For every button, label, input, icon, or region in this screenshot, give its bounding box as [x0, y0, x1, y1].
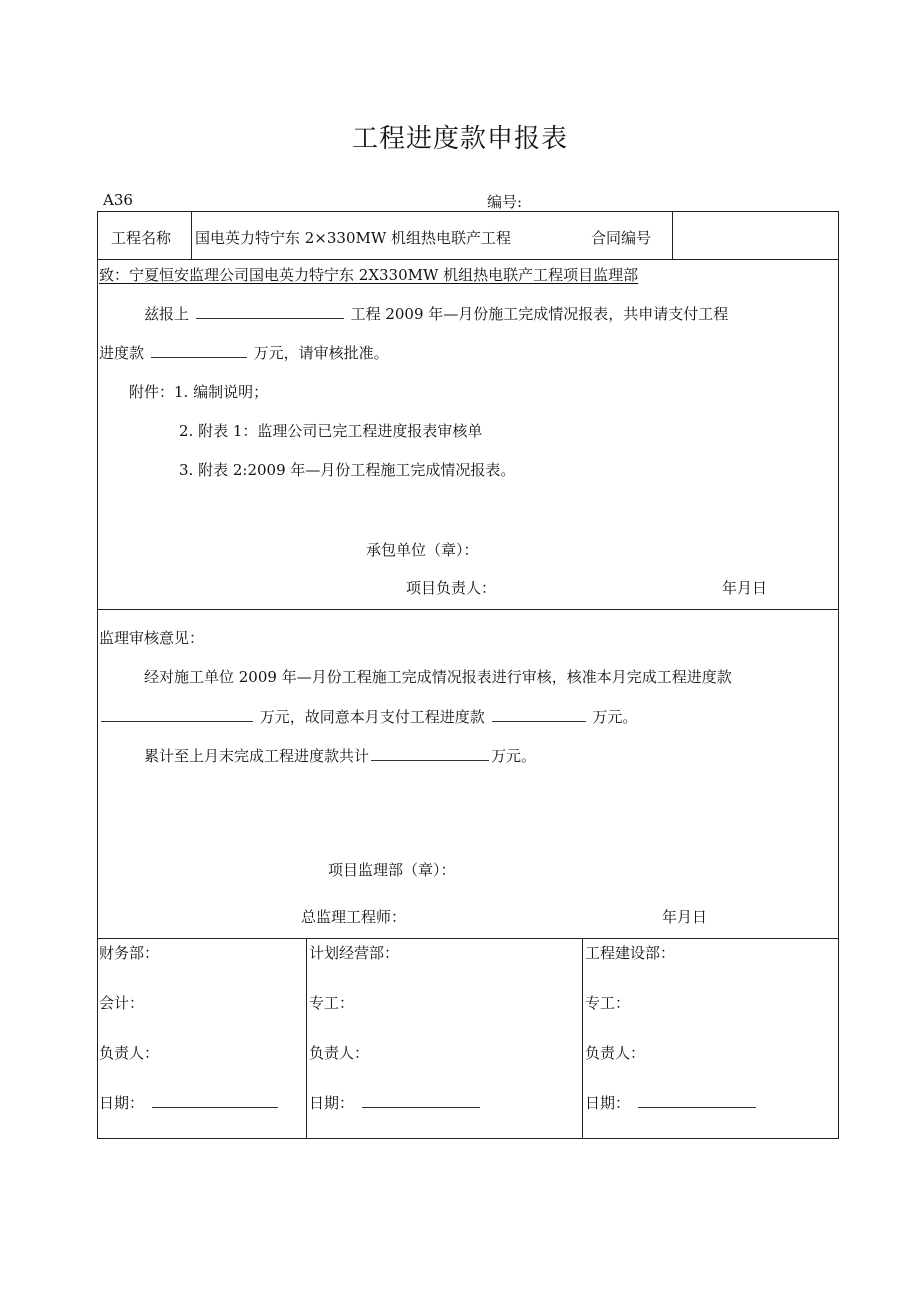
- supervision-heading: 监理审核意见：: [99, 629, 205, 647]
- chief-engineer-label: 总监理工程师：: [301, 908, 407, 926]
- planning-leader: 负责人：: [309, 1044, 370, 1062]
- line2-end: 万元。: [592, 708, 638, 726]
- supervision-date: 年月日: [662, 908, 708, 926]
- finance-leader: 负责人：: [99, 1044, 160, 1062]
- construction-date-blank[interactable]: [638, 1106, 756, 1108]
- para2-prefix: 进度款: [99, 344, 145, 362]
- number-label: 编号:: [487, 193, 523, 211]
- application-para1: [144, 303, 728, 324]
- finance-date-blank[interactable]: [152, 1106, 278, 1108]
- dept-planning: 计划经营部：: [309, 944, 400, 962]
- construction-date-label: 日期：: [585, 1094, 631, 1112]
- form-code: A36: [103, 191, 133, 209]
- attachment-1: 附件：1. 编制说明；: [129, 383, 269, 401]
- addressee-line: 致：宁夏恒安监理公司国电英力特宁东 2X330MW 机组热电联产工程项目监理部: [99, 266, 639, 284]
- line3-prefix: 累计至上月末完成工程进度款共计: [144, 747, 370, 765]
- approved-amount-blank[interactable]: [101, 720, 253, 722]
- planning-date-label: 日期：: [309, 1094, 355, 1112]
- para1-prefix: 兹报上: [144, 305, 190, 323]
- para2-suffix: 万元，请审核批准。: [253, 344, 389, 362]
- project-name-label: 工程名称: [111, 229, 172, 247]
- finance-accountant: 会计：: [99, 994, 145, 1012]
- dept-finance: 财务部：: [99, 944, 160, 962]
- finance-date: [99, 1092, 280, 1113]
- line3-suffix: 万元。: [491, 747, 537, 765]
- para1-middle: 工程 2009 年—月份施工完成情况报表，共申请支付工程: [350, 305, 729, 323]
- line2-mid: 万元，故同意本月支付工程进度款: [259, 708, 485, 726]
- construction-specialist: 专工：: [585, 994, 631, 1012]
- construction-date: [585, 1092, 758, 1113]
- cumulative-amount-blank[interactable]: [371, 759, 489, 761]
- supervision-dept-seal: 项目监理部（章）：: [328, 861, 456, 879]
- contractor-seal: 承包单位（章）：: [366, 541, 479, 559]
- supervision-line2: [99, 706, 637, 727]
- attachment-3: 3. 附表 2:2009 年—月份工程施工完成情况报表。: [179, 461, 516, 479]
- application-date: 年月日: [722, 579, 768, 597]
- planning-date-blank[interactable]: [362, 1106, 480, 1108]
- payment-amount-blank[interactable]: [492, 720, 586, 722]
- planning-date: [309, 1092, 482, 1113]
- contract-no-label: 合同编号: [591, 229, 652, 247]
- construction-leader: 负责人：: [585, 1044, 646, 1062]
- page-title: 工程进度款申报表: [351, 124, 568, 154]
- attachment-2: 2. 附表 1：监理公司已完工程进度报表审核单: [179, 422, 483, 440]
- amount-blank[interactable]: [151, 356, 247, 358]
- project-blank[interactable]: [196, 317, 344, 319]
- project-name-value: 国电英力特宁东 2×330MW 机组热电联产工程: [195, 229, 512, 247]
- application-para2: [99, 342, 389, 363]
- supervision-line1: 经对施工单位 2009 年—月份工程施工完成情况报表进行审核，核准本月完成工程进度款: [144, 668, 732, 686]
- project-leader-label: 项目负责人：: [406, 579, 497, 597]
- planning-specialist: 专工：: [309, 994, 355, 1012]
- dept-construction: 工程建设部：: [585, 944, 676, 962]
- finance-date-label: 日期：: [99, 1094, 145, 1112]
- supervision-line3: [144, 745, 536, 766]
